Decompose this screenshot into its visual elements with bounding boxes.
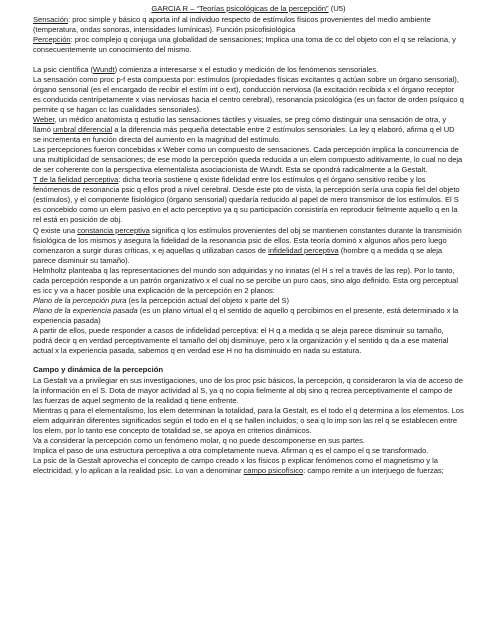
paragraph: La Gestalt va a privilegiar en sus investigaciones, uno de los proc psic básicos, la percepción, q consideraron la vía de acceso de la información en el S. Dota de mayor actividad al S, ya q no copia fielmente al obj sino q recrea perceptivamente el campo de las fuerzas de aquel segmento de la realidad q tiene enfrente.	[33, 375, 463, 405]
term-percepcion: Percepción	[33, 34, 71, 44]
term-fidelidad-perceptiva: T de la fielidad perceptiva	[33, 175, 119, 185]
paragraph	[33, 175, 464, 225]
paragraph-text: La psic científica (	[33, 64, 94, 74]
definition-text: : proc simple y básico q aporta inf al individuo respecto de estímulos físicos provenientes del medio ambiente (temperatura, ondas sonoras, intensidades lumínicas). Función psicofisiológica	[33, 14, 431, 34]
paragraph-text: significa q los estímulos provenientes del obj se mantienen constantes durante la transmisión fisiológica de los mismos y asegura la fidelidad de la resonancia psic de ellos. Esta teoría dominó x algunos años pero luego comenzaron a surgir duras críticas, x ej aquellas q utilizaban casos de	[33, 225, 462, 255]
title-main: GARCIA R – “Teorías psicológicas de la percepción”	[151, 4, 329, 13]
paragraph	[33, 456, 464, 476]
paragraph-text: (hombre q a medida q se aleja parece disminuir su tamaño).	[33, 245, 443, 265]
paragraph: Helmholtz planteaba q las representaciones del mundo son adquiridas y no innatas (el H s rel a través de las rep). Por lo tanto, cada percepción responde a un patrón organizativo x el cual no se percibe un puro caos, sino algo definido. Esta org perceptual es icc y va a hacer posible una explicación de la percepción en 2 planos:	[33, 265, 458, 295]
paragraph: Va a considerar la percepción como un fenómeno molar, q no puede descomponerse en sus partes.	[33, 436, 365, 446]
paragraph-text: La psic de la Gestalt aprovecha el concepto de campo creado x los físicos p explicar fenómenos como el magnetismo y la electricidad, y lo aplican a la realidad psic. Lo van a denominar	[33, 456, 438, 476]
paragraph	[33, 296, 464, 306]
section-heading: Campo y dinámica de la percepción	[33, 365, 164, 375]
paragraph: Mientras q para el elementalismo, los elem determinan la totalidad, para la Gestalt, es el todo el q determina a los elementos. Los elem adquirirán diferentes significados según el todo en el q se hallen incluidos; o sea q lo imp son las rel q se establecen entre los elem, por lo tanto ese concepto de totalidad se, se apoya en criterios dinámicos.	[33, 405, 464, 435]
paragraph-text: a la diferencia más pequeña detectable entre 2 estímulos sensoriales. La ley q elaboró, afirma q el UD se incrementa en función directa del aumento en la magnitud del estímulo.	[33, 125, 455, 145]
term-sensacion: Sensación	[33, 14, 69, 24]
paragraph: A partir de ellos, puede responder a casos de infidelidad perceptiva: el H q a medida q se aleja parece disminuir su tamaño, podrá decir q en verdad perceptivamente el tamaño del obj disminuye, pero x la organización y el sentido q da a ese material actual x la experiencia pasada, sabemos q en verdad ese H no ha disminuido en nada su estatura.	[33, 326, 449, 356]
paragraph	[33, 115, 464, 145]
paragraph: La sensación como proc p-f esta compuesta por: estímulos (propiedades físicas excitantes q actúan sobre un órgano sensorial), órgano sensorial (es el encargado de recibir el estím int o ext), conducción nerviosa (la excitación recibida x el órgano receptor es conducida centrípetamente x vías nerviosas hacia el centro cerebral), resonancia psicológica (es un factor de orden psíquico q permite q se hagan cc las cualidades sensoriales).	[33, 74, 464, 114]
term-experiencia-pasada: Plano de la experiencia pasada	[33, 305, 138, 315]
term-infidelidad-perceptiva: infidelidad perceptiva	[268, 245, 339, 255]
spacer	[33, 55, 464, 65]
paragraph: Implica el paso de una estructura perceptiva a otra completamente nueva. Afirman q es el campo el q se transformado.	[33, 446, 429, 456]
paragraph-text: (es un plano virtual el q el sentido de aquello q percibimos en el presente, está determinado x la experiencia pasada)	[33, 305, 459, 325]
definition-percepcion	[33, 35, 464, 55]
term-umbral-diferencial: umbral diferencial	[53, 125, 113, 135]
definition-sensacion	[33, 15, 464, 35]
title-unit: (U5)	[328, 4, 346, 13]
paragraph-text: (es la percepción actual del objeto x parte del S)	[126, 295, 290, 305]
paragraph-text: Q existe una	[33, 225, 78, 235]
page-title	[33, 4, 464, 15]
paragraph-text: : campo remite a un interjuego de fuerzas;	[303, 466, 444, 476]
term-wundt: Wundt	[93, 64, 115, 74]
paragraph	[33, 65, 464, 75]
term-campo-psicofisico: campo psicofísico	[243, 466, 304, 476]
term-constancia-perceptiva: constancia perceptiva	[77, 225, 150, 235]
paragraph: Las percepciones fueron concebidas x Weber como un compuesto de sensaciones. Cada percepción implica la concurrencia de una multiplicidad de sensaciones; de ese modo la percepción queda reducida a un elem compuesto aditivamente, lo cual no deja de ser coherente con la perspectiva elementalista asociacionista de Wundt. Esta se opondrá radicalmente a la Gestalt.	[33, 145, 463, 175]
paragraph-text: ) comienza a interesarse x el estudio y medición de los fenómenos sensoriales.	[114, 64, 379, 74]
term-percepcion-pura: Plano de la percepción pura	[33, 295, 127, 305]
paragraph-text: , un médico anatomista q estudio las sensaciones táctiles y visuales, se preg cómo distinguir una sensación de otra, y llamó	[33, 115, 447, 135]
spacer	[33, 356, 464, 365]
paragraph	[33, 306, 464, 326]
paragraph	[33, 226, 464, 266]
paragraph-text: : dicha teoría sostiene q existe fidelidad entre los estímulos q el órgano sensitivo recibe y los fenómenos de resonancia psic q ellos prod a nivel cerebral. Desde este pto de vista, la percepción sería una copia fiel del objeto (estímulos), y el componente fisiológico (órgano sensorial) quedaría reducido al papel de mero transmisor de los estímulos. El S es concebido como un elem pasivo en el acto perceptivo ya q su participación consistiría en reproducir fielmente aquello q en la rel está en posición de obj.	[33, 175, 460, 225]
definition-text: : proc complejo q conjuga una globalidad de sensaciones; Implica una toma de cc del objeto con el q se relaciona, y consecuentemente un conocimiento del mismo.	[33, 34, 456, 54]
term-weber: Weber	[33, 115, 55, 125]
